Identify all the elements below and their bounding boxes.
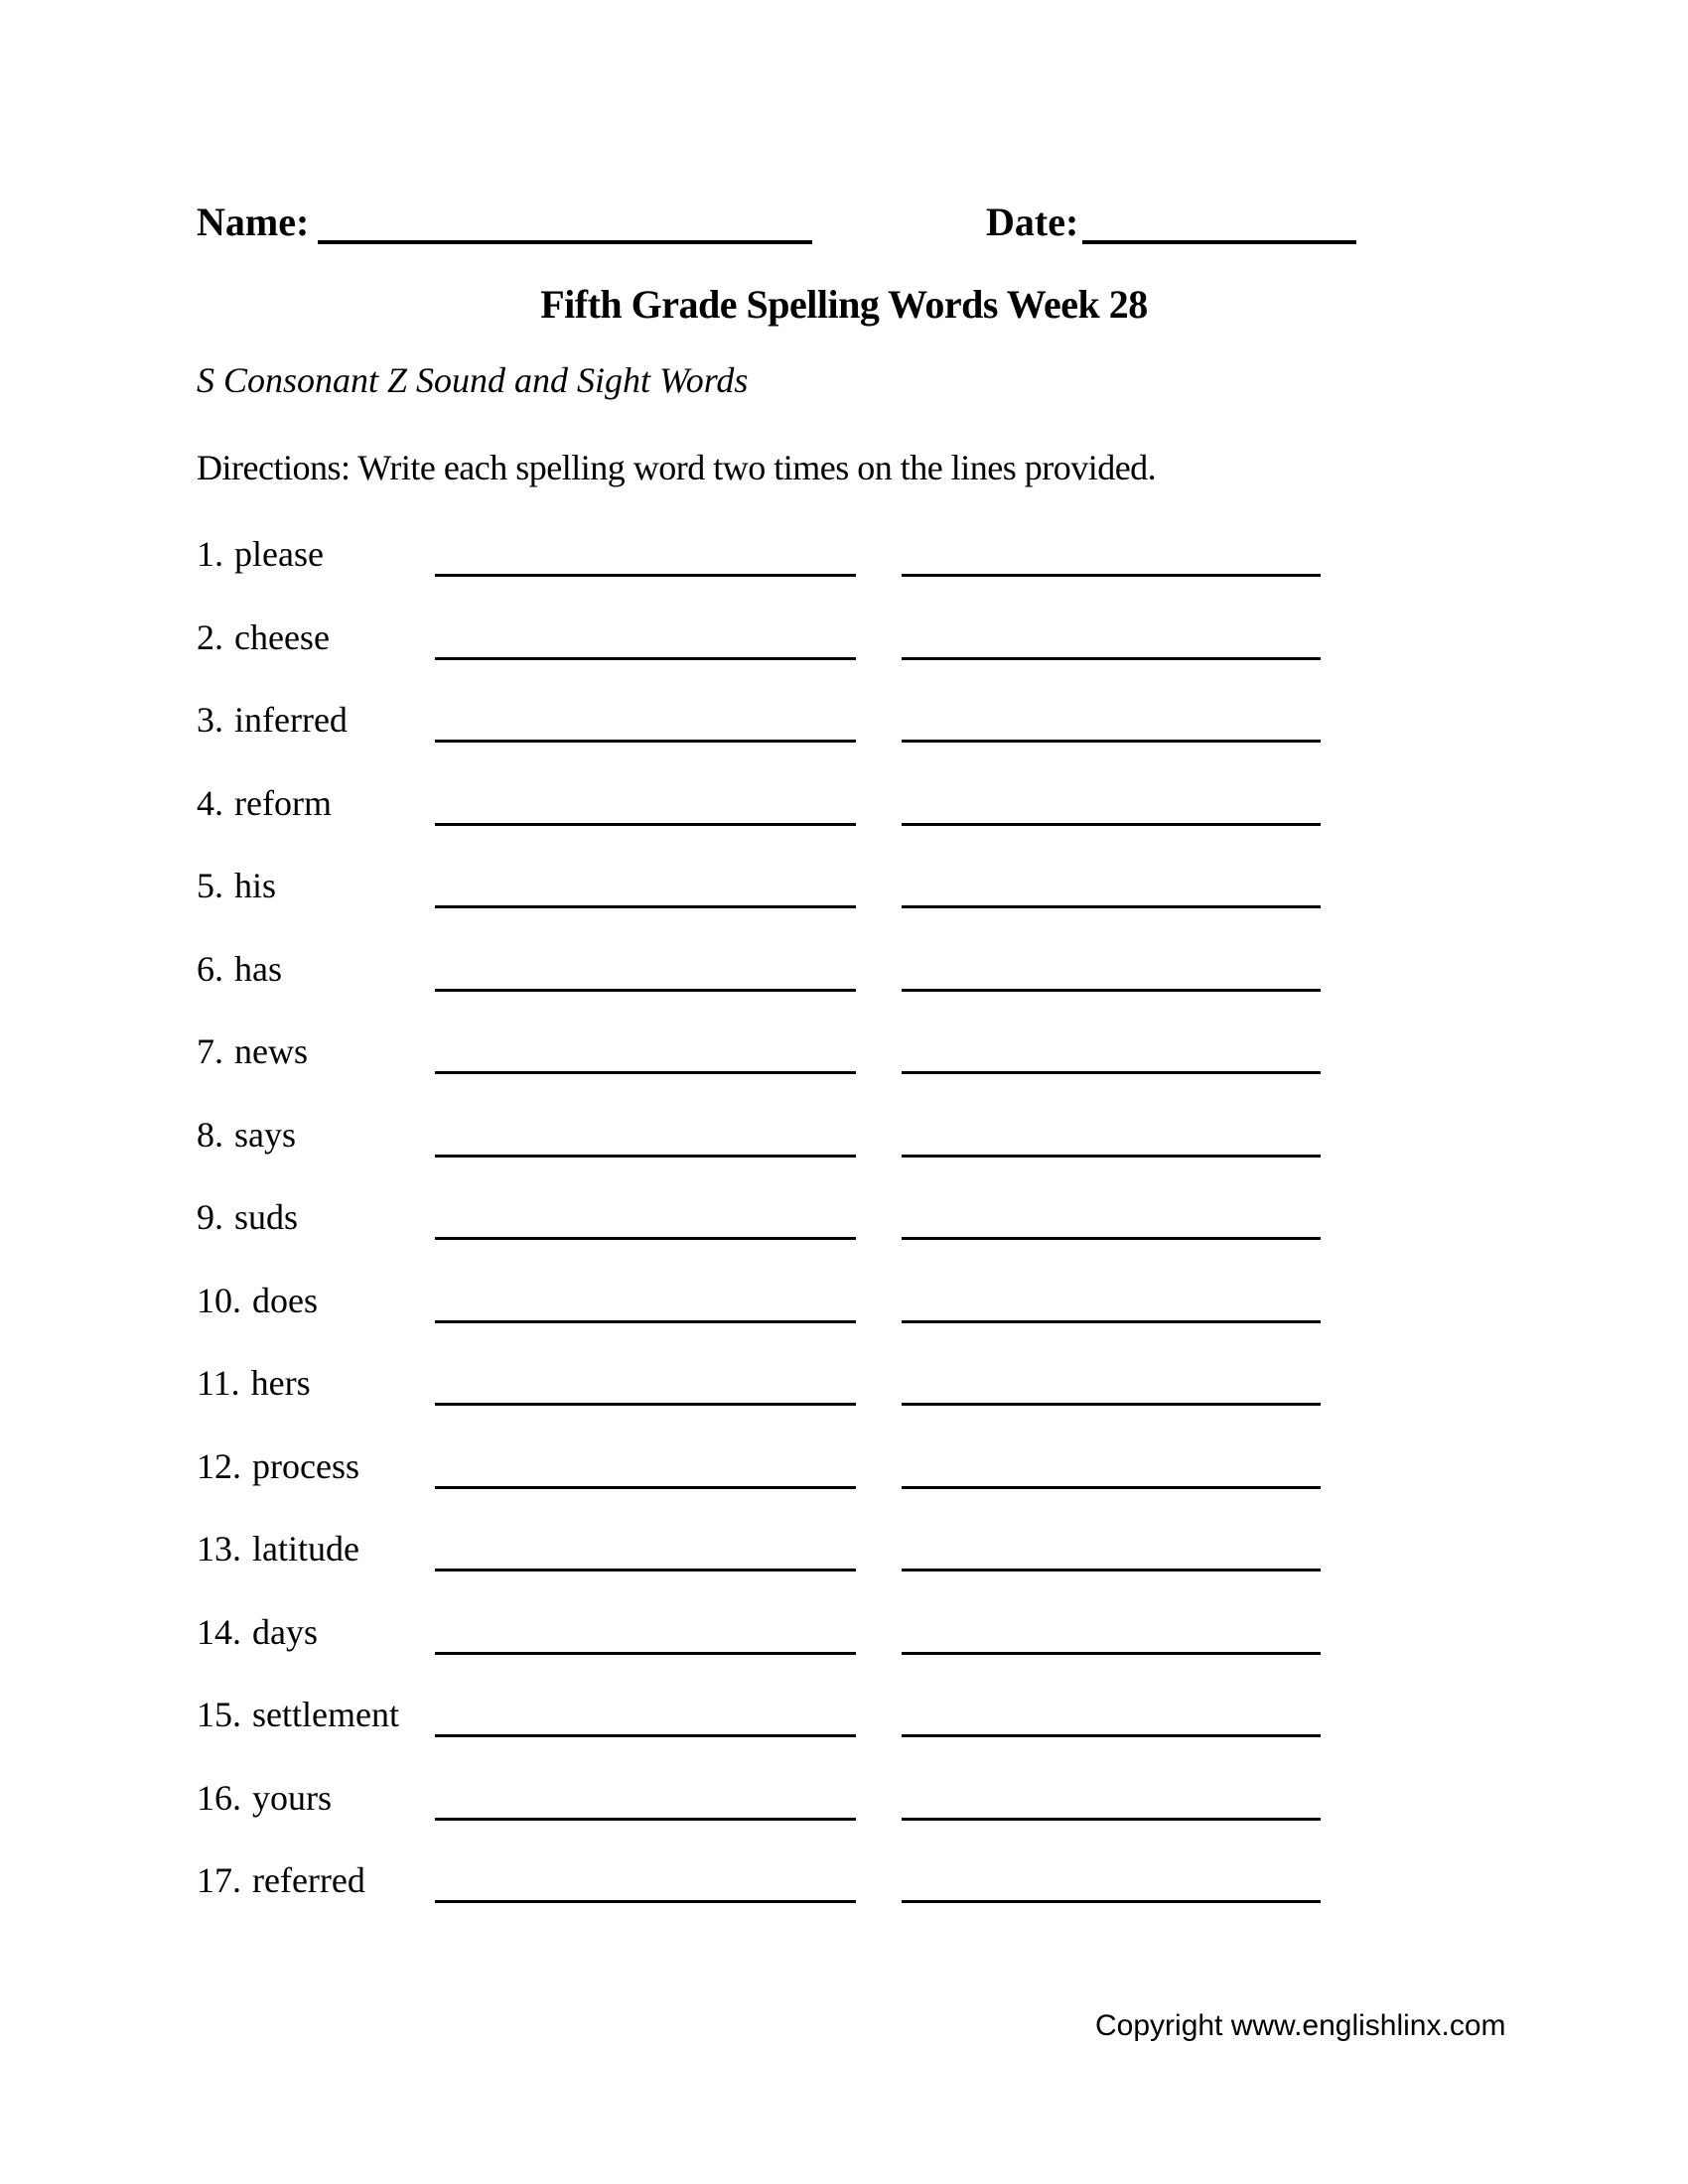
word-row (197, 864, 1323, 947)
word-label (197, 1279, 318, 1322)
spelling-word: process (252, 1445, 359, 1486)
practice-line-1 (435, 1403, 856, 1406)
practice-line-2 (902, 574, 1321, 577)
practice-line-2 (902, 1652, 1321, 1655)
word-label (197, 1195, 298, 1239)
worksheet-title: Fifth Grade Spelling Words Week 28 (540, 282, 1148, 327)
name-blank-line (318, 240, 812, 244)
practice-line-2 (902, 1071, 1321, 1074)
practice-line-1 (435, 574, 856, 577)
word-row (197, 1113, 1323, 1196)
practice-line-1 (435, 1569, 856, 1571)
word-row (197, 615, 1323, 699)
word-row (197, 1029, 1323, 1113)
word-label (197, 1776, 332, 1820)
word-row (197, 698, 1323, 781)
word-label (197, 864, 276, 907)
word-label (197, 781, 332, 825)
spelling-word: latitude (252, 1529, 359, 1569)
practice-line-2 (902, 1486, 1321, 1489)
word-row (197, 781, 1323, 865)
practice-line-2 (902, 1569, 1321, 1571)
word-number: 1. (197, 534, 223, 574)
word-row (197, 1195, 1323, 1279)
practice-line-1 (435, 989, 856, 992)
word-row (197, 1527, 1323, 1610)
spelling-word: hers (250, 1363, 311, 1403)
word-number: 7. (197, 1031, 223, 1071)
word-label (197, 532, 324, 576)
word-number: 8. (197, 1114, 223, 1155)
practice-line-2 (902, 905, 1321, 908)
word-number: 2. (197, 616, 223, 657)
practice-line-1 (435, 823, 856, 826)
spelling-word: has (234, 948, 282, 989)
practice-line-2 (902, 1155, 1321, 1158)
word-row (197, 1858, 1323, 1942)
word-row (197, 1610, 1323, 1694)
word-row (197, 1361, 1323, 1444)
practice-line-1 (435, 1237, 856, 1240)
practice-line-1 (435, 657, 856, 660)
practice-line-1 (435, 1155, 856, 1158)
date-label: Date: (986, 200, 1079, 244)
word-number: 11. (197, 1363, 240, 1403)
spelling-word: please (234, 534, 324, 574)
word-number: 15. (197, 1695, 241, 1734)
word-number: 6. (197, 948, 223, 989)
spelling-word: inferred (234, 700, 348, 740)
spelling-word: days (252, 1611, 318, 1652)
word-number: 9. (197, 1197, 223, 1237)
directions-text: Directions: Write each spelling word two times on the lines provided. (197, 448, 1157, 487)
word-label (197, 698, 348, 742)
word-label (197, 615, 330, 659)
practice-line-2 (902, 1818, 1321, 1821)
word-label (197, 1693, 399, 1736)
word-row (197, 947, 1323, 1030)
word-label (197, 1029, 308, 1073)
word-row (197, 532, 1323, 615)
spelling-word: news (234, 1031, 308, 1071)
spelling-word: suds (234, 1197, 299, 1237)
date-blank-line (1082, 240, 1356, 244)
word-row (197, 1693, 1323, 1776)
word-number: 3. (197, 700, 223, 740)
practice-line-2 (902, 823, 1321, 826)
word-label (197, 1113, 296, 1157)
word-row (197, 1776, 1323, 1859)
word-label (197, 1527, 359, 1570)
word-label (197, 1610, 318, 1654)
spelling-word-list (197, 532, 1323, 1942)
word-number: 17. (197, 1860, 241, 1900)
word-number: 10. (197, 1280, 241, 1320)
word-label (197, 1858, 365, 1902)
practice-line-1 (435, 1652, 856, 1655)
practice-line-2 (902, 1900, 1321, 1903)
word-number: 4. (197, 782, 223, 823)
word-number: 12. (197, 1445, 241, 1486)
practice-line-1 (435, 905, 856, 908)
word-number: 14. (197, 1611, 241, 1652)
spelling-word: does (252, 1280, 318, 1320)
word-number: 16. (197, 1777, 241, 1818)
spelling-word: cheese (234, 616, 330, 657)
practice-line-1 (435, 740, 856, 743)
word-number: 13. (197, 1529, 241, 1569)
practice-line-2 (902, 657, 1321, 660)
practice-line-2 (902, 1237, 1321, 1240)
word-label (197, 947, 282, 991)
word-label (197, 1361, 311, 1405)
word-label (197, 1444, 359, 1488)
spelling-word: his (234, 866, 277, 905)
practice-line-2 (902, 1403, 1321, 1406)
spelling-word: reform (234, 782, 332, 823)
practice-line-2 (902, 1734, 1321, 1737)
practice-line-1 (435, 1320, 856, 1323)
practice-line-1 (435, 1818, 856, 1821)
name-label: Name: (197, 200, 310, 244)
practice-line-1 (435, 1071, 856, 1074)
spelling-word: yours (252, 1777, 332, 1818)
practice-line-1 (435, 1486, 856, 1489)
practice-line-2 (902, 989, 1321, 992)
word-number: 5. (197, 866, 223, 905)
lesson-subtitle: S Consonant Z Sound and Sight Words (197, 360, 749, 400)
word-row (197, 1279, 1323, 1362)
practice-line-1 (435, 1734, 856, 1737)
spelling-word: settlement (252, 1695, 399, 1734)
spelling-word: says (234, 1114, 296, 1155)
spelling-word: referred (252, 1860, 365, 1900)
practice-line-1 (435, 1900, 856, 1903)
practice-line-2 (902, 740, 1321, 743)
word-row (197, 1444, 1323, 1528)
practice-line-2 (902, 1320, 1321, 1323)
copyright-text: Copyright www.englishlinx.com (1095, 2009, 1506, 2042)
